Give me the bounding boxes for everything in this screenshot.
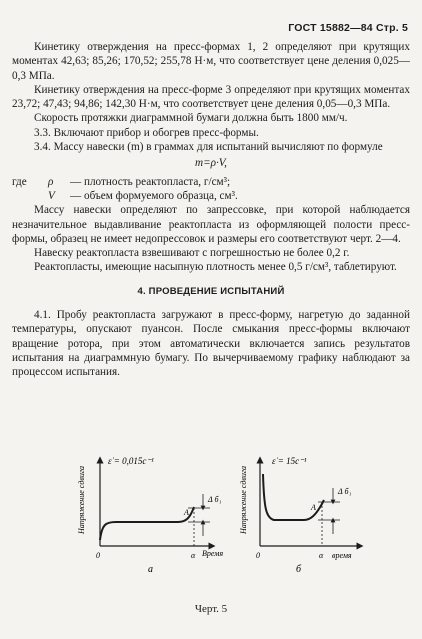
ylabel-left: Напряжение сдвига [77, 466, 86, 534]
paragraph-4-1: 4.1. Пробу реактопласта загружают в пресс-форму, нагретую до заданной температуры, опускают пуансон. После смыкания пресс-формы включают вращение ротора, при этом автоматически включается запись результатов испытания на диаграммную бумагу. По вычерчиваемому графику наблюдают за процессом испытания. [12, 309, 410, 379]
standard-number: ГОСТ 15882—84 [288, 22, 373, 34]
figure-5 [60, 450, 380, 600]
body-text [12, 40, 410, 380]
alpha-right: α [319, 551, 324, 560]
mass-formula: m=ρ·V, [195, 157, 227, 170]
rho-symbol: ρ [48, 175, 54, 188]
paragraph-tableting: Реактопласты, имеющие насыпную плотность менее 0,5 г/см³, таблетируют. [34, 261, 397, 274]
paragraph-kinetics-1: Кинетику отверждения на пресс-формах 1, 2 определяют при крутящих моментах 42,63; 85,26; 170,52; 255,78 Н·м, что соответствует цене деления 0,025—0,3 МПа. [12, 41, 410, 82]
v-symbol: V [48, 189, 55, 202]
origin-left: 0 [96, 551, 100, 560]
ylabel-right: Напряжение сдвига [239, 466, 248, 534]
paragraph-mass-determination: Массу навески определяют по запрессовке, при которой наблюдается незначительное выдавливание реактопласта из оформляющей полости пресс-формы, образец не имеет недопрессовок и размеры его соответствуют черт. 2—4. [12, 204, 410, 245]
figure-panel-b [239, 456, 360, 575]
section-title: 4. ПРОВЕДЕНИЕ ИСПЫТАНИЙ [137, 285, 285, 297]
panel-a-label: а [148, 564, 153, 575]
rate-left: ε̇ = 0,015с⁻¹ [108, 456, 154, 466]
paragraph-kinetics-3: Кинетику отверждения на пресс-форме 3 определяют при крутящих моментах 23,72; 47,43; 94,86; 142,30 Н·м, что соответствует цене деления 0,05—0,3 МПа. [12, 83, 410, 111]
point-a-left: A [184, 508, 189, 517]
page-header [288, 22, 408, 34]
page-number: Стр. 5 [375, 22, 408, 34]
rho-definition: — плотность реактопласта, г/см³; [70, 175, 231, 188]
rate-right: ε̇ = 15с⁻¹ [272, 456, 307, 466]
delta-left: Δ б₁ [208, 495, 222, 504]
paragraph-weighing: Навеску реактопласта взвешивают с погрешностью не более 0,2 г. [34, 247, 350, 260]
paragraph-3-3: 3.3. Включают прибор и обогрев пресс-формы. [34, 126, 259, 139]
v-definition: — объем формуемого образца, см³. [70, 189, 238, 202]
time-left: Время [202, 549, 224, 558]
where-word: где [12, 175, 27, 188]
point-a-right: A [311, 503, 316, 512]
paragraph-paper-speed: Скорость протяжки диаграммной бумаги должна быть 1800 мм/ч. [34, 112, 348, 125]
origin-right: 0 [256, 551, 260, 560]
panel-b-label: б [296, 564, 302, 575]
formula-legend [12, 175, 410, 204]
paragraph-3-4: 3.4. Массу навески (m) в граммах для испытаний вычисляют по формуле [34, 141, 383, 154]
time-right: время [332, 551, 352, 560]
delta-right: Δ б₁ [338, 487, 352, 496]
figure-caption: Черт. 5 [194, 603, 228, 615]
figure-panel-a [77, 456, 223, 575]
alpha-left: α [191, 551, 196, 560]
